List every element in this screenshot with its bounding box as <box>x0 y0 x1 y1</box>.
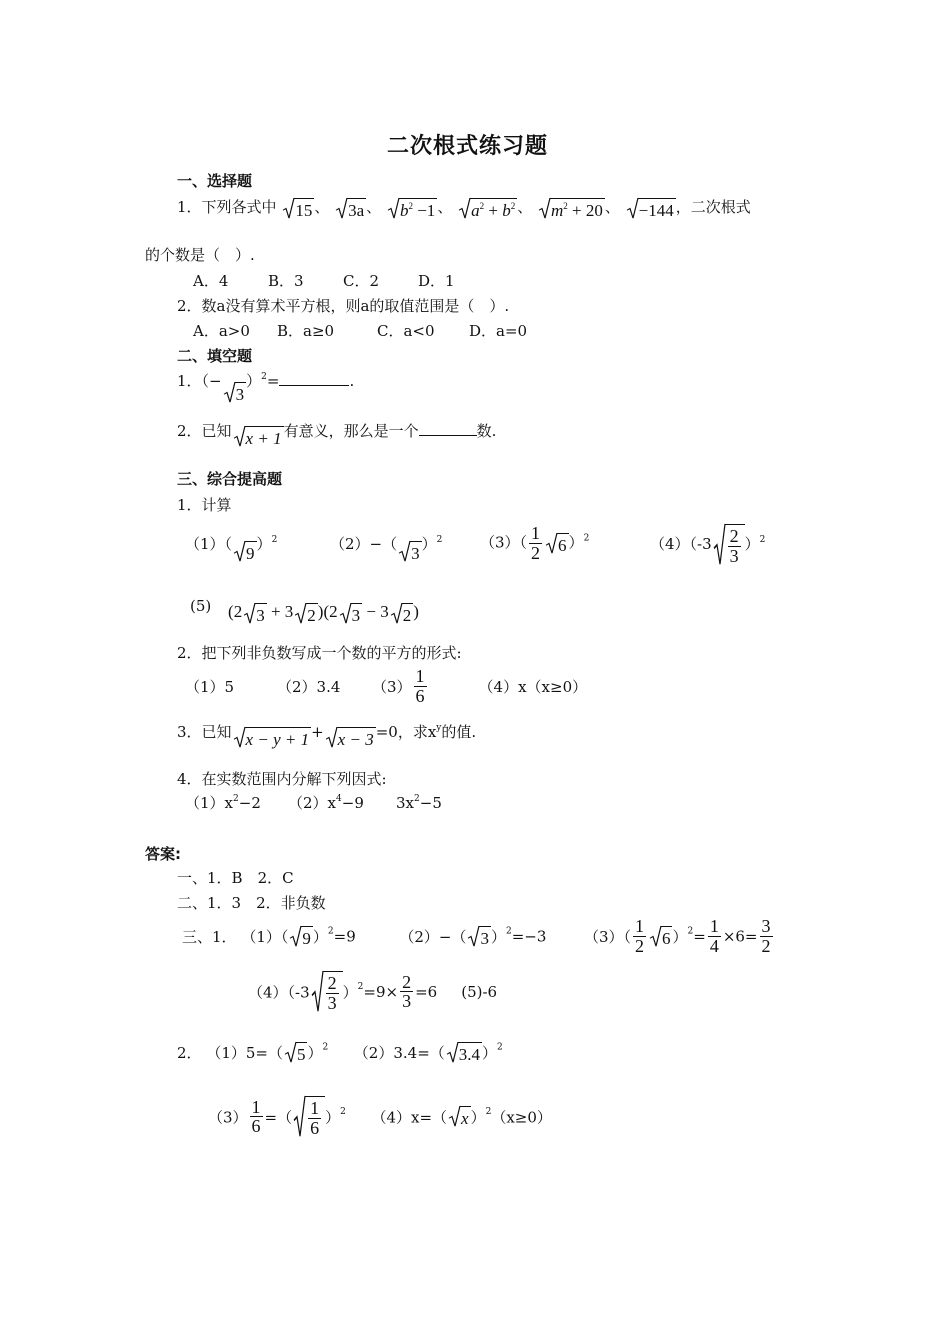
fill-q1: 1．（− 3）$^2$= . <box>177 372 355 404</box>
sqrt-15: 15 <box>283 198 314 219</box>
sqrt-6: 6 <box>546 533 569 554</box>
sqrt-3: 3 <box>340 603 363 624</box>
square-q-text: 2．把下列非负数写成一个数的平方的形式: <box>177 644 462 662</box>
sqrt-b2-1: $b^2 -1$ <box>388 198 437 219</box>
option-b: B．3 <box>268 272 304 290</box>
fraction-1-2: $\frac{1}{2}$ <box>531 523 541 563</box>
calc-p5: (5) (2 3 + 3 2 )(2 3 − 3 2 ) <box>190 597 419 625</box>
sqrt-2-3: $\frac{2}{3}$ <box>312 971 343 1013</box>
option-a: A．4 <box>193 272 229 290</box>
answers-line3: 三、1． （1）（ 9 ）$^2$=9 （2）−（ 3 ）$^2$=−3 （3）（ $\frac{1}{2}$ 6 ）$^2$= $\frac{1}{4}$ ×6= $\frac{3}{2}$ <box>182 916 771 956</box>
sqrt-1-6: $\frac{1}{6}$ <box>294 1096 325 1138</box>
answers-line1: 一、1．B 2．C <box>177 869 294 887</box>
sqrt-neg144: −144 <box>627 198 676 219</box>
option-a: A．a>0 <box>193 322 250 340</box>
sqrt-3: 3 <box>468 926 491 947</box>
answers-line4-b: （3） $\frac{1}{6}$ =（ $\frac{1}{6}$ ）$^2$ （4）x=（ x ）$^2$（x≥0） <box>208 1096 552 1138</box>
sqrt-2: 2 <box>295 603 318 624</box>
fraction-1-6: $\frac{1}{6}$ <box>415 666 425 706</box>
option-d: D．a=0 <box>469 322 528 340</box>
calc-p3: （3）（ $\frac{1}{2}$ 6 ）$^2$ <box>480 523 590 563</box>
section-heading-choice: 一、选择题 <box>177 172 253 190</box>
answers-line3-4: （4）（-3 $\frac{2}{3}$ ）$^2$=9× $\frac{2}{3}$ =6 (5)-6 <box>248 971 498 1013</box>
sqrt-6: 6 <box>650 926 673 947</box>
sqrt-m2-20: $m^2 + 20$ <box>539 198 605 219</box>
sqrt-2: 2 <box>391 603 414 624</box>
answers-line2: 二、1．3 2．非负数 <box>177 894 326 912</box>
answer-blank[interactable] <box>279 371 349 386</box>
sqrt-x: x <box>449 1106 471 1127</box>
choice-q2-options <box>193 320 527 341</box>
sqrt-3: 3 <box>399 541 422 562</box>
page-title: 二次根式练习题 <box>387 134 549 159</box>
sqrt-5: 5 <box>285 1042 308 1063</box>
sqrt-9: 9 <box>234 541 257 562</box>
calc-title: 1．计算 <box>177 496 232 514</box>
calc-p4: （4）（-3 $\frac{2}{3}$ ）$^2$ <box>650 526 766 566</box>
calc-p1: （1）（ 9 ）$^2$ <box>185 535 278 563</box>
factor-q4-parts: $(1)x^2-2$ $(2)x^4-9$ $3x^2-5$ <box>185 794 442 812</box>
calc-p2: （2）−（ 3 ）$^2$ <box>330 535 443 563</box>
fill-q2: 2．已知 x + 1 有意义，那么是一个 数. <box>177 422 497 448</box>
sqrt-9: 9 <box>290 926 313 947</box>
choice-q1-options <box>193 270 455 291</box>
option-b: B．a≥0 <box>277 322 335 340</box>
sqrt-x-y-1: x − y + 1 <box>234 727 312 748</box>
answers-line4: 2． （1）5=（ 5 ）$^2$ （2）3.4=（ 3.4 ）$^2$ <box>177 1042 503 1064</box>
section-heading-comprehensive: 三、综合提高题 <box>177 470 283 488</box>
sqrt-3: 3 <box>224 382 247 403</box>
answers-heading: 答案: <box>145 845 181 863</box>
sqrt-a2-b2: $a^2 + b^2$ <box>459 198 517 219</box>
q1-prefix: 1．下列各式中 <box>177 198 277 216</box>
sqrt-3a: 3a <box>336 198 366 219</box>
option-c: C．a<0 <box>377 322 435 340</box>
choice-q2: 2．数a没有算术平方根，则a的取值范围是（ ）. <box>177 297 510 315</box>
answer-blank[interactable] <box>419 421 477 436</box>
sqrt-2-3: $\frac{2}{3}$ <box>714 524 745 566</box>
section-heading-fill: 二、填空题 <box>177 347 253 365</box>
sqrt-x-3: x − 3 <box>326 727 376 748</box>
choice-q1: 1．下列各式中 15 、 3a 、 $b^2 -1$ 、 $a^2 + b^2$ 、 $m^2 + 20$ 、 −144 ，二次根式 <box>177 198 751 220</box>
choice-q1-line2: 的个数是（ ）. <box>145 246 255 264</box>
known-q3: 3．已知 x − y + 1 + x − 3 =0，求$x^y$的值. <box>177 723 477 749</box>
option-d: D．1 <box>418 272 455 290</box>
sqrt-3-4: 3.4 <box>447 1042 482 1063</box>
factor-q4-text: 4．在实数范围内分解下列因式: <box>177 770 387 788</box>
sqrt-x-plus-1: x + 1 <box>234 426 284 447</box>
square-q-parts: （1）5 （2）3.4 （3） $\frac{1}{6}$ （4）x（x≥0） <box>185 666 588 706</box>
option-c: C．2 <box>343 272 380 290</box>
sqrt-3: 3 <box>244 603 267 624</box>
